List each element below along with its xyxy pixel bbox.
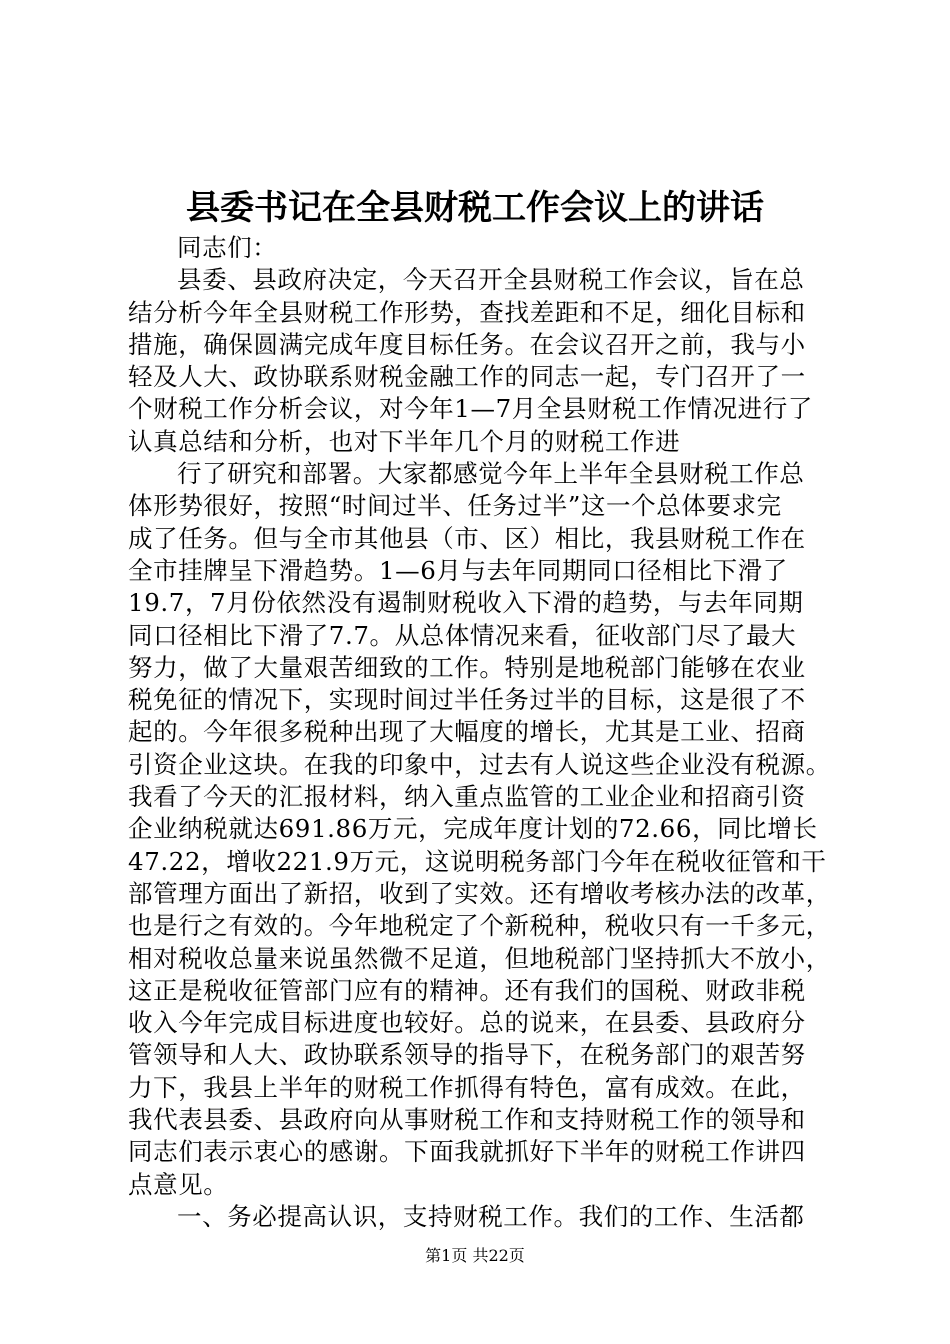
paragraph-line: 同口径相比下滑了7.7。从总体情况来看，征收部门尽了最大 bbox=[128, 620, 797, 650]
paragraph-line: 一、务必提高认识，支持财税工作。我们的工作、生活都 bbox=[177, 1201, 805, 1231]
paragraph-line: 个财税工作分析会议，对今年1—7月全县财税工作情况进行了 bbox=[128, 394, 813, 424]
paragraph-line: 也是行之有效的。今年地税定了个新税种，税收只有一千多元， bbox=[128, 911, 831, 941]
paragraph-line: 努力，做了大量艰苦细致的工作。特别是地税部门能够在农业 bbox=[128, 652, 806, 682]
paragraph-line: 引资企业这块。在我的印象中，过去有人说这些企业没有税源。 bbox=[128, 749, 831, 779]
salutation: 同志们： bbox=[177, 233, 278, 262]
paragraph-line: 轻及人大、政协联系财税金融工作的同志一起，专门召开了一 bbox=[128, 362, 806, 392]
paragraph-line: 起的。今年很多税种出现了大幅度的增长，尤其是工业、招商 bbox=[128, 717, 806, 747]
paragraph-line: 企业纳税就达691.86万元，完成年度计划的72.66，同比增长 bbox=[128, 814, 818, 844]
paragraph-line: 部管理方面出了新招，收到了实效。还有增收考核办法的改革， bbox=[128, 878, 831, 908]
paragraph-line: 47.22，增收221.9万元，这说明税务部门今年在税收征管和干 bbox=[128, 846, 827, 876]
paragraph-line: 认真总结和分析，也对下半年几个月的财税工作进 bbox=[128, 426, 681, 456]
paragraph-2 bbox=[128, 458, 848, 1201]
paragraph-line: 相对税收总量来说虽然微不足道，但地税部门坚持抓大不放小， bbox=[128, 943, 831, 973]
page-number-footer: 第1页 共22页 bbox=[425, 1246, 525, 1265]
paragraph-line: 点意见。 bbox=[128, 1169, 229, 1199]
paragraph-line: 同志们表示衷心的感谢。下面我就抓好下半年的财税工作讲四 bbox=[128, 1137, 806, 1167]
document-body bbox=[128, 232, 848, 1233]
paragraph-line: 19.7，7月份依然没有遏制财税收入下滑的趋势，与去年同期 bbox=[128, 588, 804, 618]
paragraph-line: 全市挂牌呈下滑趋势。1—6月与去年同期同口径相比下滑了 bbox=[128, 555, 788, 585]
document-title: 县委书记在全县财税工作会议上的讲话 bbox=[186, 188, 764, 228]
paragraph-line: 县委、县政府决定，今天召开全县财税工作会议，旨在总 bbox=[177, 265, 805, 295]
paragraph-line: 行了研究和部署。大家都感觉今年上半年全县财税工作总 bbox=[177, 459, 805, 489]
paragraph-line: 我代表县委、县政府向从事财税工作和支持财税工作的领导和 bbox=[128, 1105, 806, 1135]
paragraph-line: 力下，我县上半年的财税工作抓得有特色，富有成效。在此， bbox=[128, 1072, 806, 1102]
paragraph-line: 成了任务。但与全市其他县（市、区）相比，我县财税工作在 bbox=[128, 523, 806, 553]
paragraph-line: 措施，确保圆满完成年度目标任务。在会议召开之前，我与小 bbox=[128, 329, 806, 359]
paragraph-line: 税免征的情况下，实现时间过半任务过半的目标，这是很了不 bbox=[128, 685, 806, 715]
paragraph-line: 体形势很好，按照“时间过半、任务过半”这一个总体要求完 bbox=[128, 491, 782, 521]
paragraph-line: 我看了今天的汇报材料，纳入重点监管的工业企业和招商引资 bbox=[128, 782, 806, 812]
paragraph-1 bbox=[128, 264, 848, 458]
paragraph-3 bbox=[128, 1201, 848, 1233]
paragraph-line: 这正是税收征管部门应有的精神。还有我们的国税、财政非税 bbox=[128, 975, 806, 1005]
paragraph-line: 收入今年完成目标进度也较好。总的说来，在县委、县政府分 bbox=[128, 1008, 806, 1038]
paragraph-line: 结分析今年全县财税工作形势，查找差距和不足，细化目标和 bbox=[128, 297, 806, 327]
paragraph-line: 管领导和人大、政协联系领导的指导下，在税务部门的艰苦努 bbox=[128, 1040, 806, 1070]
